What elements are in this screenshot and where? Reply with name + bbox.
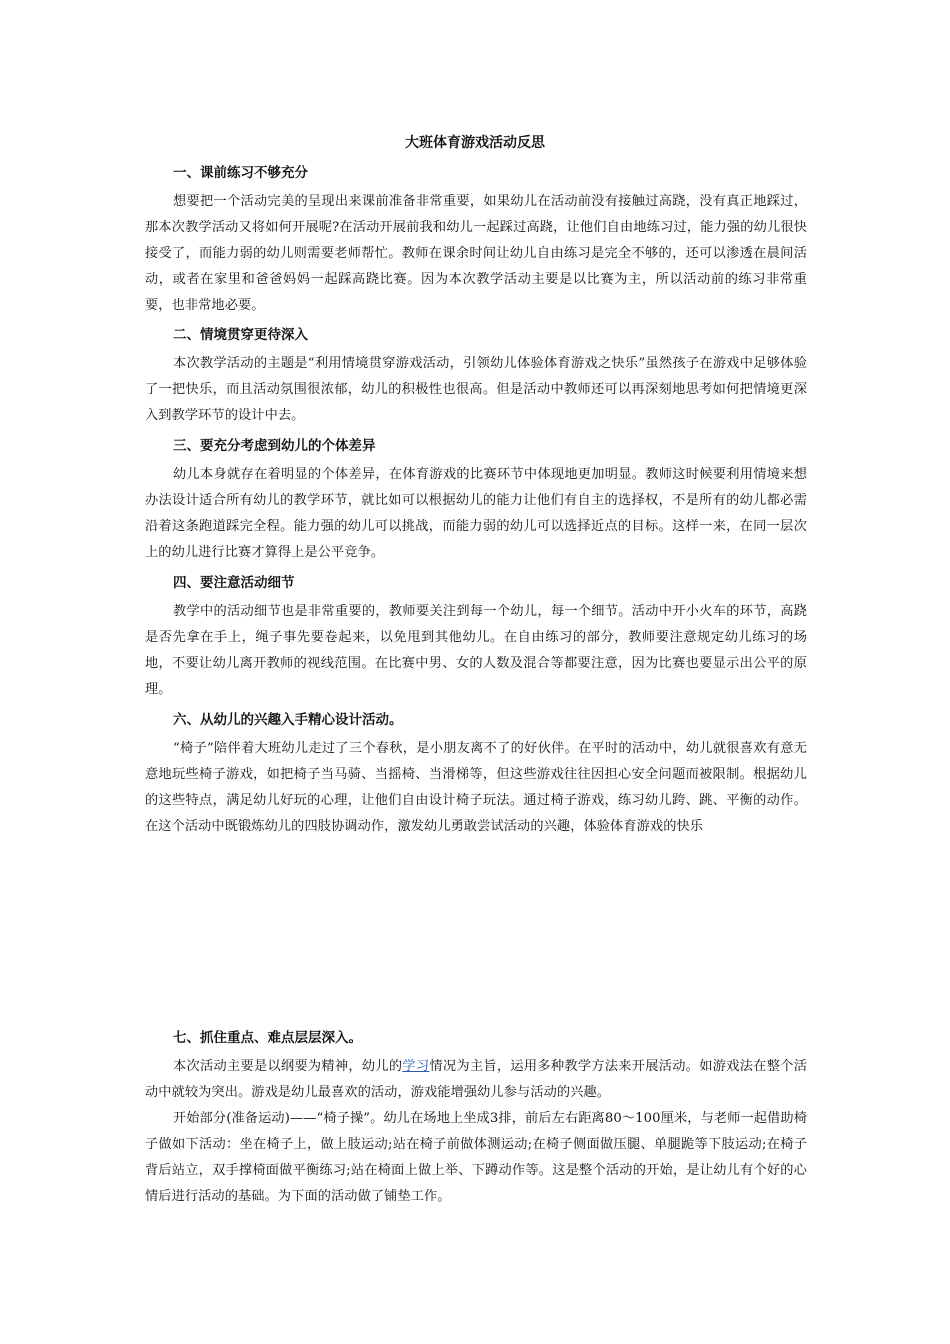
section-1 [145, 163, 807, 319]
section-paragraph: 本次教学活动的主题是“利用情境贯穿游戏活动，引领幼儿体验体育游戏之快乐”虽然孩子在游戏中足够体验了一把快乐，而且活动氛围很浓郁，幼儿的积极性也很高。但是活动中教师还可以再深刻地思考如何把情境更深入到教学环节的设计中去。 [145, 356, 807, 423]
section-6 [145, 710, 807, 840]
section-heading: 三、要充分考虑到幼儿的个体差异 [173, 438, 376, 454]
section-3 [145, 436, 807, 566]
section-7 [145, 1028, 807, 1210]
section-paragraph [145, 1054, 807, 1106]
section-paragraph: 想要把一个活动完美的呈现出来课前准备非常重要，如果幼儿在活动前没有接触过高跷，没有真正地踩过，那本次教学活动又将如何开展呢?在活动开展前我和幼儿一起踩过高跷，让他们自由地练习过，能力强的幼儿很快接受了，而能力弱的幼儿则需要老师帮忙。教师在课余时间让幼儿自由练习是完全不够的，还可以渗透在晨间活动，或者在家里和爸爸妈妈一起踩高跷比赛。因为本次教学活动主要是以比赛为主，所以活动前的练习非常重要，也非常地必要。 [145, 194, 807, 313]
section-paragraph: 教学中的活动细节也是非常重要的，教师要关注到每一个幼儿，每一个细节。活动中开小火车的环节，高跷是否先拿在手上，绳子事先要卷起来，以免甩到其他幼儿。在自由练习的部分，教师要注意规定幼儿练习的场地，不要让幼儿离开教师的视线范围。在比赛中男、女的人数及混合等都要注意，因为比赛也要显示出公平的原理。 [145, 604, 807, 697]
section-heading: 二、情境贯穿更待深入 [173, 327, 308, 343]
paragraph-text: 本次活动主要是以纲要为精神，幼儿的 [173, 1059, 403, 1074]
section-paragraph: 幼儿本身就存在着明显的个体差异，在体育游戏的比赛环节中体现地更加明显。教师这时候要利用情境来想办法设计适合所有幼儿的教学环节，就比如可以根据幼儿的能力让他们有自主的选择权，不是所有的幼儿都必需沿着这条跑道踩完全程。能力强的幼儿可以挑战，而能力弱的幼儿可以选择近点的目标。这样一来，在同一层次上的幼儿进行比赛才算得上是公平竞争。 [145, 467, 807, 560]
section-paragraph-2: 开始部分(准备运动)——“椅子操”。幼儿在场地上坐成3排，前后左右距离80～100厘米，与老师一起借助椅子做如下活动：坐在椅子上，做上肢运动;站在椅子前做体测运动;在椅子侧面做压腿、单腿跪等下肢运动;在椅子背后站立，双手撑椅面做平衡练习;站在椅面上做上举、下蹲动作等。这是整个活动的开始，是让幼儿有个好的心情后进行活动的基础。为下面的活动做了铺垫工作。 [145, 1111, 807, 1204]
study-link[interactable]: 学习 [402, 1059, 430, 1074]
section-heading: 六、从幼儿的兴趣入手精心设计活动。 [173, 712, 403, 728]
section-heading: 七、抓住重点、难点层层深入。 [173, 1030, 362, 1046]
section-2 [145, 325, 807, 429]
section-4 [145, 573, 807, 703]
document-title: 大班体育游戏活动反思 [405, 135, 545, 151]
paragraph-text: 情况为主旨，运用多种教学方法来开展活动。如游戏法在整个活动中就较为突出。游戏是幼儿最喜欢的活动，游戏能增强幼儿参与活动的兴趣。 [145, 1059, 807, 1100]
section-heading: 一、课前练习不够充分 [173, 165, 308, 181]
section-paragraph: “椅子”陪伴着大班幼儿走过了三个春秋，是小朋友离不了的好伙伴。在平时的活动中，幼儿就很喜欢有意无意地玩些椅子游戏，如把椅子当马骑、当摇椅、当滑梯等，但这些游戏往往因担心安全问题而被限制。根据幼儿的这些特点，满足幼儿好玩的心理，让他们自由设计椅子玩法。通过椅子游戏，练习幼儿跨、跳、平衡的动作。在这个活动中既锻炼幼儿的四肢协调动作，激发幼儿勇敢尝试活动的兴趣，体验体育游戏的快乐 [145, 741, 807, 834]
section-heading: 四、要注意活动细节 [173, 575, 295, 591]
